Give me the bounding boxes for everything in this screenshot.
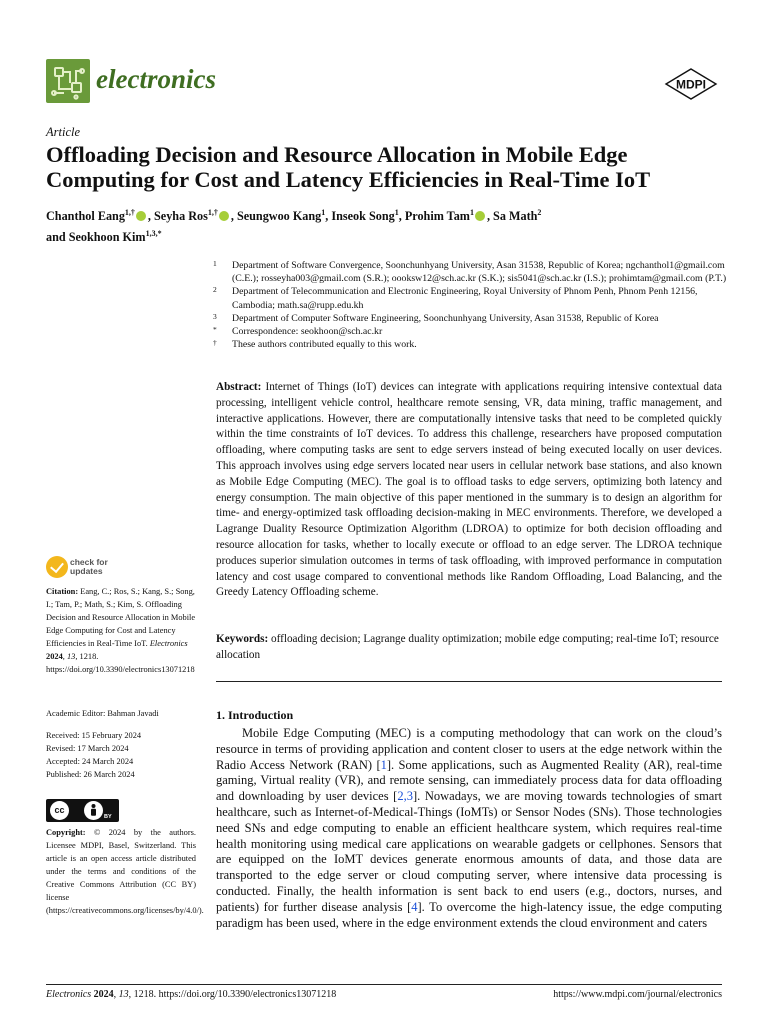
citation-doi[interactable]: , 1218. https://doi.org/10.3390/electronics13071218: [46, 652, 195, 674]
author-separator: ,: [486, 209, 494, 224]
author-affiliation-mark: 1,3,*: [145, 229, 162, 239]
orcid-icon[interactable]: [219, 211, 229, 221]
published-date: Published: 26 March 2024: [46, 770, 135, 779]
intro-text-3: ]. Nowadays, we are moving towards technologies of smart healthcare, such as Internet-of-Medical-Things (IoMTs) or Sensor Nodes (SNs). Those technologies need SNs and edge computing to enable an efficient healthcare system, which requires real-time health monitoring using medical care applications on wearable gadgets or cellphones. Sensors that are equipped on the IoMT devices generate enormous amounts of data, and those data are transported to the edge server or cloud computing server, where intensive data processing is conducted. Finally, the health information is sent back to end users (e.g., doctors, nurses, and patients) for further disease analysis [: [216, 789, 722, 914]
creative-commons-icon: cc: [50, 801, 69, 820]
affiliation-mark: 2: [213, 285, 217, 295]
affiliation-mark: 3: [213, 311, 217, 321]
author-separator: ,: [325, 209, 332, 224]
copyright-text: © 2024 by the authors. Licensee MDPI, Basel, Switzerland. This article is an open access article distributed under the terms and conditions of the Creative Commons Attribution (CC BY) license (https://creativecommons.org/licenses/by/4.0/).: [46, 828, 204, 915]
affiliation-item: [213, 338, 728, 351]
keywords-text: offloading decision; Lagrange duality optimization; mobile edge computing; real-time IoT; resource allocation: [216, 633, 719, 661]
author-affiliation-mark: 1: [469, 208, 474, 217]
footer-divider: [46, 984, 722, 985]
affiliations: [213, 259, 728, 351]
abstract-text: Internet of Things (IoT) devices can integrate with applications requiring intensive contextual data processing, intelligent vehicle control, healthcare remote sensing, VR, data mining, traffic management, and interactive applications. However, there are computationally intensive tasks that need to be completed quickly within the time constraints of IoT devices. To address this challenge, researchers have proposed computation offloading, where computing tasks are sent to edge servers instead of being executed locally on user devices. This approach involves using edge servers located near users in cellular network base stations, and also known as Mobile Edge Computing (MEC). The goal is to offload tasks to edge servers, optimizing both latency and energy consumption. The main objective of this paper mentioned in the summary is to design an algorithm for time- and energy-optimized task offloading decision-making in MEC environments. Therefore, we developed a Lagrange Duality Resource Optimization Algorithm (LDROA) to optimize for both decision offloading and resource allocation for tasks, whether to locally execute or offload to an edge server. The LDROA technique produces superior simulation outcomes in terms of task offloading, with improved performance in computation latency and cost usage compared to conventional methods like Random Offloading, Load Balancing, and the Greedy Latency Offloading scheme.: [216, 381, 723, 599]
author-name[interactable]: and Seokhoon Kim: [46, 230, 146, 245]
affiliation-text: Department of Telecommunication and Electronic Engineering, Royal University of Phnom Penh, Phnom Penh 12156, Cambodia; math.sa@rupp.edu.kh: [232, 286, 698, 311]
orcid-icon[interactable]: [475, 211, 485, 221]
affiliation-mark: 1: [213, 259, 217, 268]
publisher-name: MDPI: [676, 77, 706, 92]
intro-text-4: ]. To overcome the high-latency issue, the edge computing paradigm has been used, where in the edge environment extends the cloud environment and caters: [216, 899, 723, 930]
author-affiliation-mark: 1: [394, 208, 399, 217]
footer-journal-url[interactable]: https://www.mdpi.com/journal/electronics: [553, 989, 722, 1000]
citation-year: 2024: [46, 652, 63, 661]
received-date: Received: 15 February 2024: [46, 731, 142, 740]
keywords: [216, 632, 722, 664]
publisher-logo[interactable]: [664, 68, 718, 100]
affiliation-item: [213, 325, 728, 338]
author-separator: ,: [398, 209, 405, 224]
citation-text: Eang, C.; Ros, S.; Kang, S.; Song, I.; Tam, P.; Math, S.; Kim, S. Offloading Decision and Resource Allocation in Mobile Edge Computing for Cost and Latency Efficiencies in Real-Time IoT.: [46, 587, 196, 648]
revised-date: Revised: 17 March 2024: [46, 744, 129, 753]
dates-block: [46, 729, 196, 781]
abstract-label: Abstract:: [216, 381, 262, 393]
accepted-date: Accepted: 24 March 2024: [46, 757, 134, 766]
footer-year: 2024: [93, 989, 114, 1000]
citation-link-1[interactable]: 1: [380, 757, 387, 772]
author-name[interactable]: Seyha Ros: [154, 209, 208, 224]
affiliation-item: [213, 285, 728, 311]
footer-journal: Electronics: [46, 989, 92, 1000]
author-name[interactable]: Prohim Tam: [404, 209, 470, 224]
author-affiliation-mark: 1,†: [207, 208, 218, 217]
author-separator: ,: [147, 209, 155, 224]
affiliation-mark: *: [213, 325, 217, 335]
affiliation-item: [213, 312, 728, 325]
author-affiliation-mark: 1: [321, 208, 326, 217]
affiliation-text: These authors contributed equally to this work.: [232, 339, 417, 351]
author-name[interactable]: Sa Math: [493, 209, 538, 224]
copyright-notice: [46, 826, 204, 917]
article-type: Article: [46, 125, 81, 139]
affiliation-text: Department of Computer Software Engineering, Soonchunhyang University, Asan 31538, Republic of Korea: [232, 312, 659, 324]
abstract: [216, 380, 722, 601]
orcid-icon[interactable]: [136, 211, 146, 221]
check-icon: [46, 556, 68, 578]
author-affiliation-mark: 1,†: [124, 208, 135, 217]
academic-editor: Academic Editor: Bahman Javadi: [46, 709, 159, 718]
footer-doi[interactable]: , 1218. https://doi.org/10.3390/electronics13071218: [128, 989, 337, 1000]
paper-title: Offloading Decision and Resource Allocation in Mobile Edge Computing for Cost and Latency Efficiencies in Real-Time IoT: [46, 142, 651, 192]
author-separator: ,: [230, 209, 237, 224]
intro-paragraph: [216, 726, 722, 931]
check-for-updates-label: check for updates: [70, 557, 108, 576]
footer-volume: 13: [118, 989, 129, 1000]
intro-text-2: ]. Some applications, such as Augmented Reality (AR), real-time gaming, Virtual reality (VR), and remote sensing, can immediately process data for data offloading and downloading by user devices [: [216, 757, 722, 804]
copyright-label: Copyright:: [46, 828, 86, 837]
author-name[interactable]: Inseok Song: [331, 209, 395, 224]
citation-link-2[interactable]: 2,3: [397, 789, 413, 804]
footer-citation: Electronics 2024, 13, 1218. https://doi.org/10.3390/electronics13071218: [46, 989, 337, 1000]
section-heading: 1. Introduction: [216, 708, 294, 722]
author-name[interactable]: Chanthol Eang: [46, 209, 125, 224]
affiliation-text: Correspondence: seokhoon@sch.ac.kr: [232, 326, 383, 338]
affiliation-item: [213, 259, 728, 285]
affiliation-mark: †: [213, 338, 217, 348]
keywords-label: Keywords:: [216, 633, 269, 645]
affiliation-text: Department of Software Convergence, Soonchunhyang University, Asan 31538, Republic of Korea; ngchanthol1@gmail.com (C.E.); rosseyha003@gmail.com (S.R.); oooksw12@sch.ac.kr (S.K.); sis5041@sch.ac.kr (I.S.); prohimtam@gmail.com (P.T.): [232, 260, 727, 285]
cc-by-license-badge[interactable]: [46, 799, 119, 822]
mdpi-logo-icon: [664, 68, 718, 100]
citation-volume: 13: [66, 652, 76, 661]
journal-name[interactable]: electronics: [96, 64, 216, 94]
citation-block: Citation: Eang, C.; Ros, S.; Kang, S.; Song, I.; Tam, P.; Math, S.; Kim, S. Offloading Decision and Resource Allocation in Mobile Edge Computing for Cost and Latency Efficiencies in Real-Time IoT. Electronics 2024, 13, 1218. https://doi.org/10.3390/electronics13071218: [46, 587, 196, 674]
attribution-person-icon: [84, 801, 103, 820]
author-name[interactable]: Seungwoo Kang: [236, 209, 322, 224]
citation-label: Citation:: [46, 587, 79, 596]
journal-logo: [46, 59, 90, 103]
intro-text-1: Mobile Edge Computing (MEC) is a computing methodology that can work on the cloud’s resource in terms of providing application and content closer to users at the edge network within the Radio Access Network (RAN) [: [216, 726, 722, 772]
cc-by-label: BY: [104, 814, 112, 820]
section-divider: [216, 681, 722, 682]
author-affiliation-mark: 2: [537, 208, 542, 217]
citation-link-3[interactable]: 4: [411, 899, 418, 914]
citation-journal: Electronics: [149, 639, 188, 648]
author-list: [46, 204, 736, 246]
circuit-icon: [46, 59, 90, 103]
